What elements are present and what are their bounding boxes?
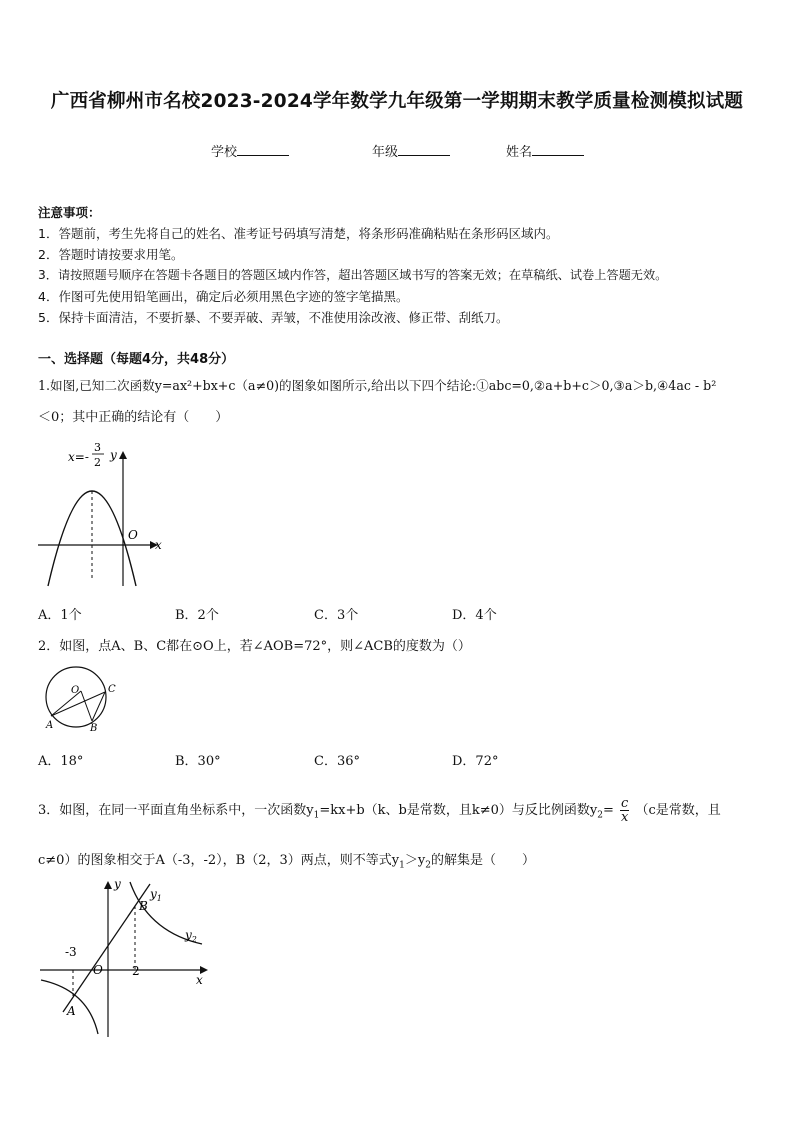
q1-parabola-figure: [36, 436, 166, 591]
q2-label-o: O: [71, 685, 80, 696]
section-heading: 一、选择题（每题4分，共48分）: [38, 352, 235, 367]
notice-item: 4．作图可先使用铅笔画出，确定后必须用黑色字迹的签字笔描黑。: [38, 289, 409, 304]
q3-label-y2: [184, 928, 197, 944]
name-blank[interactable]: [532, 143, 584, 156]
grade-label: 年级: [372, 145, 399, 160]
q1-text-line2: ＜0；其中正确的结论有（ ）: [38, 410, 229, 425]
q1-text-line1: 1.如图,已知二次函数y=ax²+bx+c（a≠0)的图象如图所示,给出以下四个结论:①abc=0,②a+b+c＞0,③a＞b,④4ac - b²: [38, 378, 717, 393]
q3-line1-part1: 3．如图，在同一平面直角坐标系中，一次函数y: [38, 803, 314, 818]
q3-y-axis-label: y: [114, 877, 121, 891]
q3-y-arrow-icon: [104, 881, 112, 889]
q2-text: 2．如图，点A、B、C都在⊙O上，若∠AOB=72°，则∠ACB的度数为（）: [38, 639, 471, 654]
q3-x-axis-label: x: [196, 973, 203, 987]
q3-origin-label: O: [93, 963, 103, 977]
q1-x-label: x: [155, 538, 162, 552]
q3-frac-den: x: [621, 810, 629, 825]
q3-line1-part4: （c是常数，且: [635, 803, 721, 818]
q1-y-arrow-icon: [119, 451, 127, 459]
q3-line2-part1: c≠0）的图象相交于A（-3，-2），B（2，3）两点，则不等式y: [38, 853, 400, 868]
grade-blank[interactable]: [398, 143, 450, 156]
notice-item: 3．请按照题号顺序在答题卡各题目的答题区域内作答，超出答题区域书写的答案无效；在草稿纸、试卷上答题无效。: [38, 268, 668, 282]
q2-label-c: C: [108, 684, 116, 695]
q3-label-b: B: [139, 899, 148, 913]
q1-option-c[interactable]: C．3个: [314, 608, 359, 623]
q1-frac-den: 2: [94, 456, 101, 469]
q3-text-line2: [38, 849, 535, 871]
notice-item: 2．答题时请按要求用笔。: [38, 247, 184, 262]
q2-option-d[interactable]: D．72°: [452, 754, 499, 769]
q3-label-y1-sub: 1: [156, 894, 162, 903]
name-label: 姓名: [506, 145, 533, 160]
q3-sub2: 2: [597, 810, 603, 821]
q1-axis-label: x=-: [68, 450, 89, 464]
name-field: [506, 141, 584, 160]
q3-line2-sub1: 1: [399, 860, 405, 871]
q3-label-y1: [149, 887, 162, 903]
school-blank[interactable]: [237, 143, 289, 156]
q3-label-y1-main: y: [150, 887, 157, 901]
q2-option-c[interactable]: C．36°: [314, 754, 360, 769]
q2-circle-figure: [38, 664, 123, 736]
q2-label-a: A: [46, 720, 54, 731]
q3-graph-figure: [36, 872, 216, 1042]
notice-heading: 注意事项：: [38, 205, 101, 220]
q3-label-y2-main: y: [185, 928, 192, 942]
q1-y-label: y: [110, 448, 117, 462]
q2-segment-ob: [81, 691, 92, 721]
q3-line2-sub2: 2: [425, 860, 431, 871]
q3-text-line1: [38, 797, 721, 824]
q2-circle: [46, 667, 106, 727]
notice-item: 1．答题前，考生先将自己的姓名、准考证号码填写清楚，将条形码准确粘贴在条形码区域内。: [38, 226, 559, 241]
q1-option-a[interactable]: A．1个: [38, 608, 82, 623]
q3-label-y2-sub: 2: [191, 935, 197, 944]
q2-label-b: B: [90, 723, 98, 734]
q3-fraction: [620, 797, 629, 824]
grade-field: [372, 141, 450, 160]
q3-line1-part3: =: [603, 803, 614, 818]
q2-option-b[interactable]: B．30°: [175, 754, 221, 769]
q3-sub1: 1: [313, 810, 320, 821]
school-label: 学校: [211, 145, 238, 160]
page-title: 广西省柳州市名校2023-2024学年数学九年级第一学期期末教学质量检测模拟试题: [50, 91, 744, 112]
q1-origin-label: O: [128, 528, 138, 542]
notice-item: 5．保持卡面清洁，不要折暴、不要弄破、弄皱，不准使用涂改液、修正带、刮纸刀。: [38, 310, 509, 325]
q2-option-a[interactable]: A．18°: [38, 754, 84, 769]
q3-tick-neg3: -3: [65, 945, 77, 959]
q3-label-a: A: [67, 1004, 76, 1018]
q3-line2-part2: ＞y: [404, 853, 426, 868]
q1-frac-num: 3: [94, 441, 101, 454]
school-field: [211, 141, 289, 160]
q3-line1-part2: =kx+b（k、b是常数，且k≠0）与反比例函数y: [319, 803, 598, 818]
q1-option-b[interactable]: B．2个: [175, 608, 219, 623]
q3-line2-part3: 的解集是（ ）: [430, 853, 535, 868]
q3-tick-2: 2: [132, 964, 140, 978]
q3-frac-num: c: [621, 796, 629, 811]
q1-option-d[interactable]: D．4个: [452, 608, 497, 623]
